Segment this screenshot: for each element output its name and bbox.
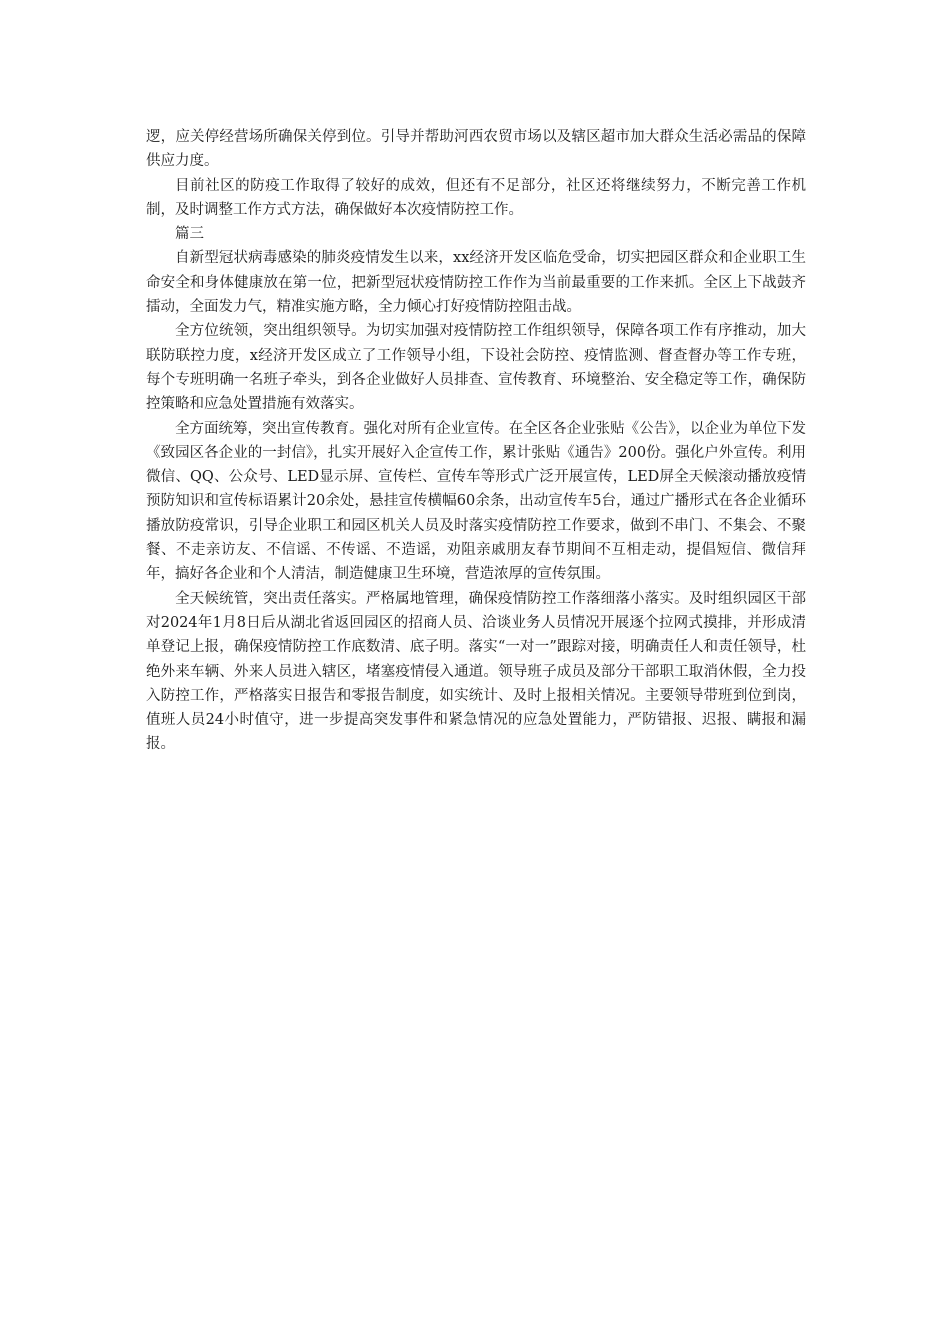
paragraph-intro: 自新型冠状病毒感染的肺炎疫情发生以来，xx经济开发区临危受命，切实把园区群众和企业职工生命安全和身体健康放在第一位，把新型冠状疫情防控工作作为当前最重要的工作来抓。全区上下战鼓齐擂动，全面发力气，精准实施方略，全力倾心打好疫情防控阻击战。 (146, 250, 806, 316)
paragraph-publicity: 全方面统筹，突出宣传教育。强化对所有企业宣传。在全区各企业张贴《公告》，以企业为单位下发《致园区各企业的一封信》，扎实开展好入企宣传工作，累计张贴《通告》200份。强化户外宣传。利用微信、QQ、公众号、LED显示屏、宣传栏、宣传车等形式广泛开展宣传，LED屏全天候滚动播放疫情预防知识和宣传标语累计20余处，悬挂宣传横幅60余条，出动宣传车5台，通过广播形式在各企业循环播放防疫常识，引导企业职工和园区机关人员及时落实疫情防控工作要求，做到不串门、不集会、不聚餐、不走亲访友、不信谣、不传谣、不造谣，劝阻亲戚朋友春节期间不互相走动，提倡短信、微信拜年，搞好各企业和个人清洁，制造健康卫生环境，营造浓厚的宣传氛围。 (146, 420, 806, 583)
paragraph-continuation: 逻，应关停经营场所确保关停到位。引导并帮助河西农贸市场以及辖区超市加大群众生活必需品的保障供应力度。 (146, 129, 806, 170)
paragraph-responsibility: 全天候统管，突出责任落实。严格属地管理，确保疫情防控工作落细落小落实。及时组织园区干部对2024年1月8日后从湖北省返回园区的招商人员、洽谈业务人员情况开展逐个拉网式摸排，并形成清单登记上报，确保疫情防控工作底数清、底子明。落实“一对一”跟踪对接，明确责任人和责任领导，杜绝外来车辆、外来人员进入辖区，堵塞疫情侵入通道。领导班子成员及部分干部职工取消休假，全力投入防控工作，严格落实日报告和零报告制度，如实统计、及时上报相关情况。主要领导带班到位到岗，值班人员24小时值守，进一步提高突发事件和紧急情况的应急处置能力，严防错报、迟报、瞒报和漏报。 (146, 590, 806, 753)
paragraph-organization: 全方位统领，突出组织领导。为切实加强对疫情防控工作组织领导，保障各项工作有序推动，加大联防联控力度，x经济开发区成立了工作领导小组，下设社会防控、疫情监测、督查督办等工作专班，每个专班明确一名班子牵头，到各企业做好人员排查、宣传教育、环境整治、安全稳定等工作，确保防控策略和应急处置措施有效落实。 (146, 323, 806, 413)
document-body (146, 125, 806, 757)
section-heading: 篇三 (175, 226, 204, 243)
paragraph-community-summary: 目前社区的防疫工作取得了较好的成效，但还有不足部分，社区还将继续努力，不断完善工作机制，及时调整工作方式方法，确保做好本次疫情防控工作。 (146, 177, 806, 218)
